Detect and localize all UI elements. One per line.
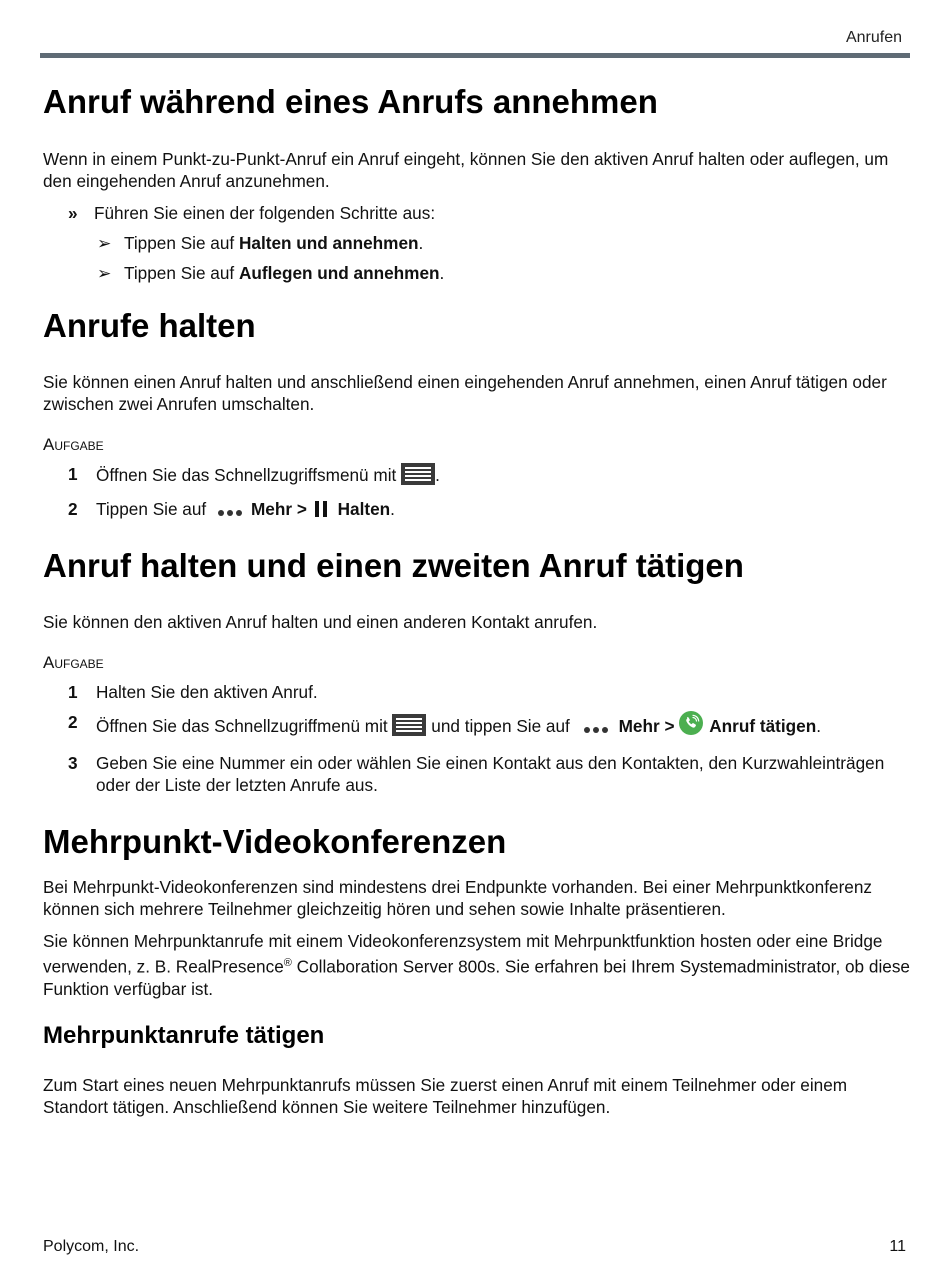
step-text-end: . xyxy=(390,499,395,520)
page-content xyxy=(43,82,911,1118)
step-text: Führen Sie einen der folgenden Schritte aus: xyxy=(94,202,436,223)
option-label-hangup-and-accept: Auflegen und annehmen xyxy=(238,262,440,283)
more-menu-label: Mehr > xyxy=(618,716,680,737)
menu-icon xyxy=(392,714,426,741)
paragraph-text-end: Collaboration Server 800s. Sie erfahren bei Ihrem Systemadministrator, ob diese Funktion verfügbar ist. xyxy=(43,956,910,999)
menu-icon xyxy=(401,463,435,490)
section-title-call-during-call: Anruf während eines Anrufs annehmen xyxy=(43,83,658,120)
pause-icon xyxy=(314,500,328,522)
step-number: 2 xyxy=(68,499,78,520)
subsection-title-multipoint-calls: Mehrpunktanrufe tätigen xyxy=(43,1021,325,1049)
registered-mark: ® xyxy=(283,956,292,969)
section-intro: Sie können einen Anruf halten und anschließend einen eingehenden Anruf annehmen, einen Anruf tätigen oder zwischen zwei Anrufen umschalten. xyxy=(43,372,887,415)
task-step xyxy=(43,498,911,521)
phone-call-icon xyxy=(679,711,703,740)
option-item xyxy=(43,262,911,284)
footer-company: Polycom, Inc. xyxy=(43,1238,140,1255)
step-number: 1 xyxy=(68,682,78,703)
step-text: Öffnen Sie das Schnellzugriffsmenü mit xyxy=(96,465,402,486)
option-text: Tippen Sie auf xyxy=(124,232,239,253)
step-item xyxy=(43,202,911,224)
option-item xyxy=(43,232,911,254)
page-number: 11 xyxy=(889,1238,906,1255)
section-title-hold-calls: Anrufe halten xyxy=(43,306,256,344)
step-text: Geben Sie eine Nummer ein oder wählen Sie einen Kontakt aus den Kontakten, den Kurzwahleinträgen oder der Liste der letzten Anrufe aus. xyxy=(96,753,885,796)
hold-label: Halten xyxy=(337,499,391,520)
paragraph-text: Sie können Mehrpunktanrufe mit einem Videokonferenzsystem mit Mehrpunktfunktion hosten oder eine Bridge verwenden, z. B. RealPresence xyxy=(43,930,883,977)
section-paragraph xyxy=(43,930,911,1000)
header-rule xyxy=(40,53,910,58)
option-text: Tippen Sie auf xyxy=(124,262,239,283)
option-text-end: . xyxy=(439,262,445,283)
section-title-hold-and-second-call: Anruf halten und einen zweiten Anruf tätigen xyxy=(43,546,744,584)
section-paragraph: Bei Mehrpunkt-Videokonferenzen sind mindestens drei Endpunkte vorhanden. Bei einer Mehrpunktkonferenz können sich mehrere Teilnehmer gleichzeitig hören und sehen sowie Inhalte präsentieren. xyxy=(43,876,873,919)
section-title-multipoint: Mehrpunkt-Videokonferenzen xyxy=(43,823,507,861)
option-label-hold-and-accept: Halten und annehmen xyxy=(238,232,419,253)
option-marker: ➢ xyxy=(97,262,112,283)
step-number: 2 xyxy=(68,712,78,733)
step-text: Halten Sie den aktiven Anruf. xyxy=(96,682,318,703)
task-step xyxy=(43,463,911,490)
option-marker: ➢ xyxy=(97,232,112,253)
option-text-end: . xyxy=(418,232,424,253)
task-label: Aufgabe xyxy=(43,435,104,455)
step-text: Öffnen Sie das Schnellzugriffmenü mit xyxy=(96,716,393,737)
section-paragraph: Zum Start eines neuen Mehrpunktanrufs müssen Sie zuerst einen Anruf mit einem Teilnehmer oder einem Standort tätigen. Anschließend können Sie weitere Teilnehmer hinzufügen. xyxy=(43,1075,848,1118)
more-menu-label: Mehr > xyxy=(250,499,312,520)
task-step xyxy=(43,752,911,796)
step-marker: » xyxy=(68,202,78,223)
running-header: Anrufen xyxy=(845,29,902,46)
step-text: Tippen Sie auf xyxy=(96,499,211,520)
more-dots-icon xyxy=(217,500,243,522)
step-number: 3 xyxy=(68,753,78,774)
step-text-end: . xyxy=(816,716,821,737)
task-label: Aufgabe xyxy=(43,653,104,673)
section-intro: Sie können den aktiven Anruf halten und einen anderen Kontakt anrufen. xyxy=(43,612,598,633)
task-step xyxy=(43,681,911,703)
more-dots-icon xyxy=(583,717,609,739)
make-call-label: Anruf tätigen xyxy=(709,716,817,737)
step-text-mid: und tippen Sie auf xyxy=(426,716,575,737)
step-number: 1 xyxy=(68,464,78,485)
section-intro: Wenn in einem Punkt-zu-Punkt-Anruf ein Anruf eingeht, können Sie den aktiven Anruf halten oder auflegen, um den eingehenden Anruf anzunehmen. xyxy=(43,148,889,191)
step-text-end: . xyxy=(435,465,440,486)
task-step xyxy=(43,711,911,744)
